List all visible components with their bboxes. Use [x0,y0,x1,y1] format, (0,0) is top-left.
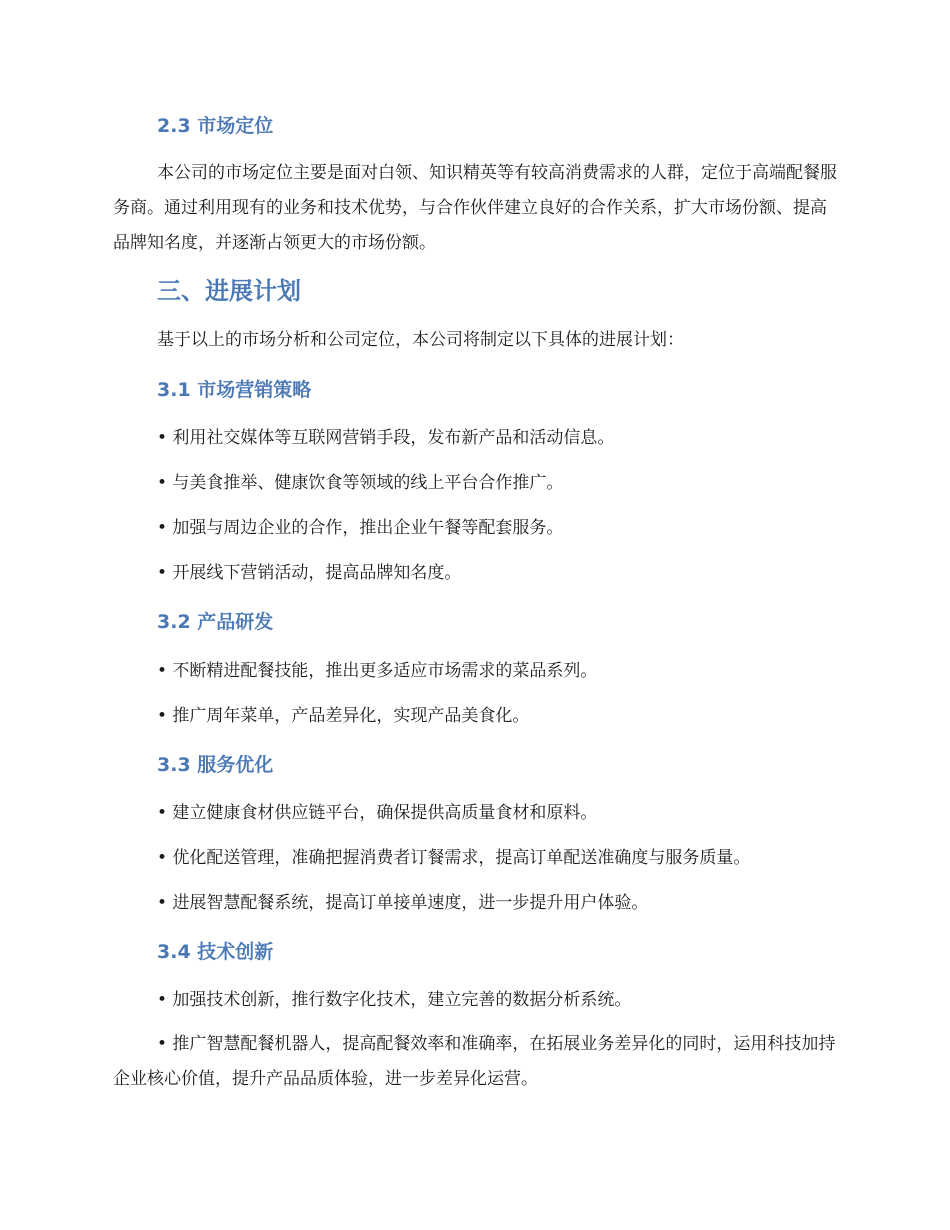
heading-3-1: 3.1 市场营销策略 [157,379,312,401]
heading-2-3: 2.3 市场定位 [157,115,274,137]
list-item: • 进展智慧配餐系统，提高订单接单速度，进一步提升用户体验。 [157,893,649,913]
heading-3-2: 3.2 产品研发 [157,611,274,633]
paragraph-plan-intro: 基于以上的市场分析和公司定位，本公司将制定以下具体的进展计划： [157,330,684,350]
list-item: • 利用社交媒体等互联网营销手段，发布新产品和活动信息。 [157,428,615,448]
heading-3-3: 3.3 服务优化 [157,754,274,776]
list-item: • 加强技术创新，推行数字化技术，建立完善的数据分析系统。 [157,990,632,1010]
heading-3-4: 3.4 技术创新 [157,941,274,963]
list-item: • 优化配送管理，准确把握消费者订餐需求，提高订单配送准确度与服务质量。 [157,848,751,868]
list-item: • 推广周年菜单，产品差异化，实现产品美食化。 [157,706,530,726]
list-item: • 与美食推举、健康饮食等领域的线上平台合作推广。 [157,473,564,493]
list-item: • 不断精进配餐技能，推出更多适应市场需求的菜品系列。 [157,661,598,681]
heading-3-progress-plan: 三、进展计划 [157,277,301,305]
list-item: • 加强与周边企业的合作，推出企业午餐等配套服务。 [157,518,564,538]
paragraph-market-positioning: 本公司的市场定位主要是面对白领、知识精英等有较高消费需求的人群，定位于高端配餐服务商。通过利用现有的业务和技术优势，与合作伙伴建立良好的合作关系，扩大市场份额、提高品牌知名度，并逐渐占领更大的市场份额。 [113,163,837,253]
list-item: • 建立健康食材供应链平台，确保提供高质量食材和原料。 [157,803,598,823]
list-item: • 开展线下营销活动，提高品牌知名度。 [157,563,462,583]
list-item: • 推广智慧配餐机器人，提高配餐效率和准确率，在拓展业务差异化的同时，运用科技加持企业核心价值，提升产品品质体验，进一步差异化运营。 [113,1034,836,1089]
